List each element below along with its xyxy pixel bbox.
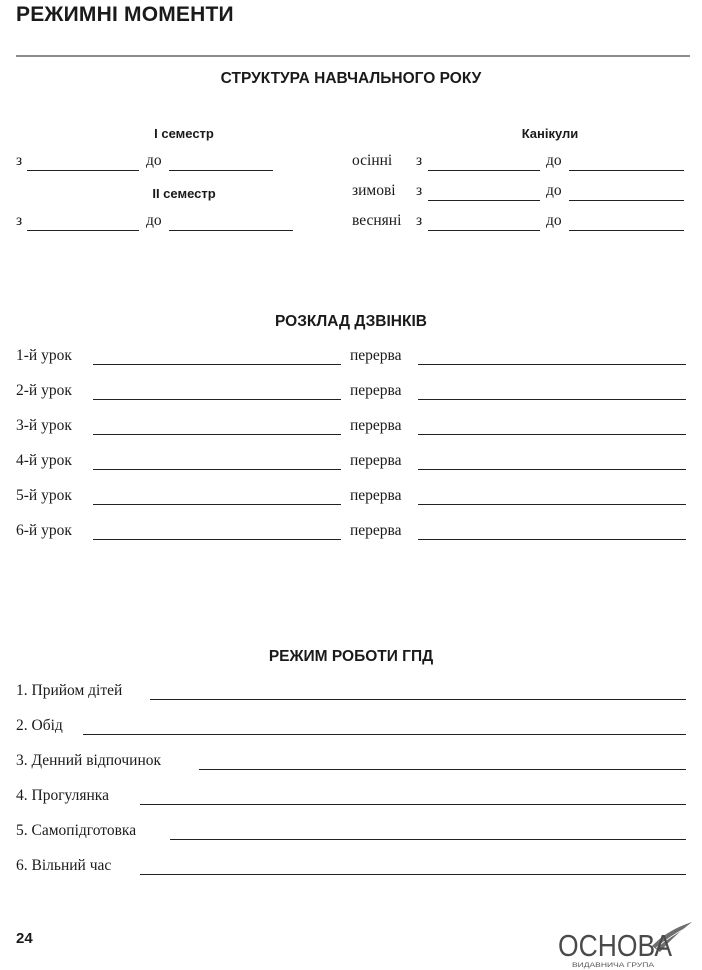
gpd-schedule-title: РЕЖИМ РОБОТИ ГПД [268,648,434,665]
publisher-logo [556,918,696,970]
lesson-3-field[interactable] [93,434,341,435]
break-5-label: перерва [350,487,402,504]
semester2-from-label: з [16,212,23,229]
holiday-autumn-label: осінні [352,152,393,169]
semester2-to-field[interactable] [169,230,293,231]
gpd-item-2-field[interactable] [83,734,686,735]
gpd-item-5-label: 5. Самопідготовка [16,822,137,839]
gpd-item-2-label: 2. Обід [16,717,63,734]
gpd-item-6-field[interactable] [140,874,686,875]
page-number: 24 [16,930,33,947]
holiday-winter-from-field[interactable] [428,200,540,201]
semester1-from-field[interactable] [27,170,139,171]
semester2-from-field[interactable] [27,230,139,231]
bell-schedule-title: РОЗКЛАД ДЗВІНКІВ [275,313,427,330]
lesson-6-field[interactable] [93,539,341,540]
holiday-winter-to-label: до [546,182,562,199]
break-1-label: перерва [350,347,402,364]
gpd-item-1-field[interactable] [150,699,686,700]
lesson-2-field[interactable] [93,399,341,400]
semester2-to-label: до [146,212,162,229]
gpd-item-1-label: 1. Прийом дітей [16,682,123,699]
holiday-spring-from-label: з [416,212,423,229]
lesson-6-label: 6-й урок [16,522,72,539]
lesson-5-field[interactable] [93,504,341,505]
lesson-4-field[interactable] [93,469,341,470]
break-4-label: перерва [350,452,402,469]
logo-tagline: ВИДАВНИЧА ГРУПА [572,963,654,969]
gpd-item-4-field[interactable] [140,804,686,805]
holiday-spring-to-label: до [546,212,562,229]
lesson-4-label: 4-й урок [16,452,72,469]
semester1-from-label: з [16,152,23,169]
break-3-field[interactable] [418,434,686,435]
academic-year-title: СТРУКТУРА НАВЧАЛЬНОГО РОКУ [220,70,482,87]
semester1-to-label: до [146,152,162,169]
gpd-item-6-label: 6. Вільний час [16,857,112,874]
holiday-winter-from-label: з [416,182,423,199]
break-6-label: перерва [350,522,402,539]
holiday-winter-to-field[interactable] [569,200,684,201]
break-3-label: перерва [350,417,402,434]
holiday-spring-to-field[interactable] [569,230,684,231]
break-4-field[interactable] [418,469,686,470]
holidays-label: Канікули [521,126,579,141]
holiday-spring-label: весняні [352,212,402,229]
break-6-field[interactable] [418,539,686,540]
holiday-autumn-to-field[interactable] [569,170,684,171]
holiday-winter-label: зимові [352,182,396,199]
logo-wordmark: ОСНОВА [558,928,673,963]
gpd-item-3-field[interactable] [199,769,686,770]
semester1-label: І семестр [154,126,214,141]
page-title: РЕЖИМНІ МОМЕНТИ [16,3,234,26]
holiday-spring-from-field[interactable] [428,230,540,231]
break-2-field[interactable] [418,399,686,400]
gpd-item-4-label: 4. Прогулянка [16,787,109,804]
lesson-5-label: 5-й урок [16,487,72,504]
lesson-3-label: 3-й урок [16,417,72,434]
semester1-to-field[interactable] [169,170,273,171]
break-2-label: перерва [350,382,402,399]
semester2-label: ІІ семестр [152,186,216,201]
holiday-autumn-to-label: до [546,152,562,169]
lesson-1-field[interactable] [93,364,341,365]
lesson-1-label: 1-й урок [16,347,72,364]
break-5-field[interactable] [418,504,686,505]
holiday-autumn-from-label: з [416,152,423,169]
header-divider [16,55,690,57]
lesson-2-label: 2-й урок [16,382,72,399]
gpd-item-3-label: 3. Денний відпочинок [16,752,162,769]
gpd-item-5-field[interactable] [170,839,686,840]
break-1-field[interactable] [418,364,686,365]
holiday-autumn-from-field[interactable] [428,170,540,171]
